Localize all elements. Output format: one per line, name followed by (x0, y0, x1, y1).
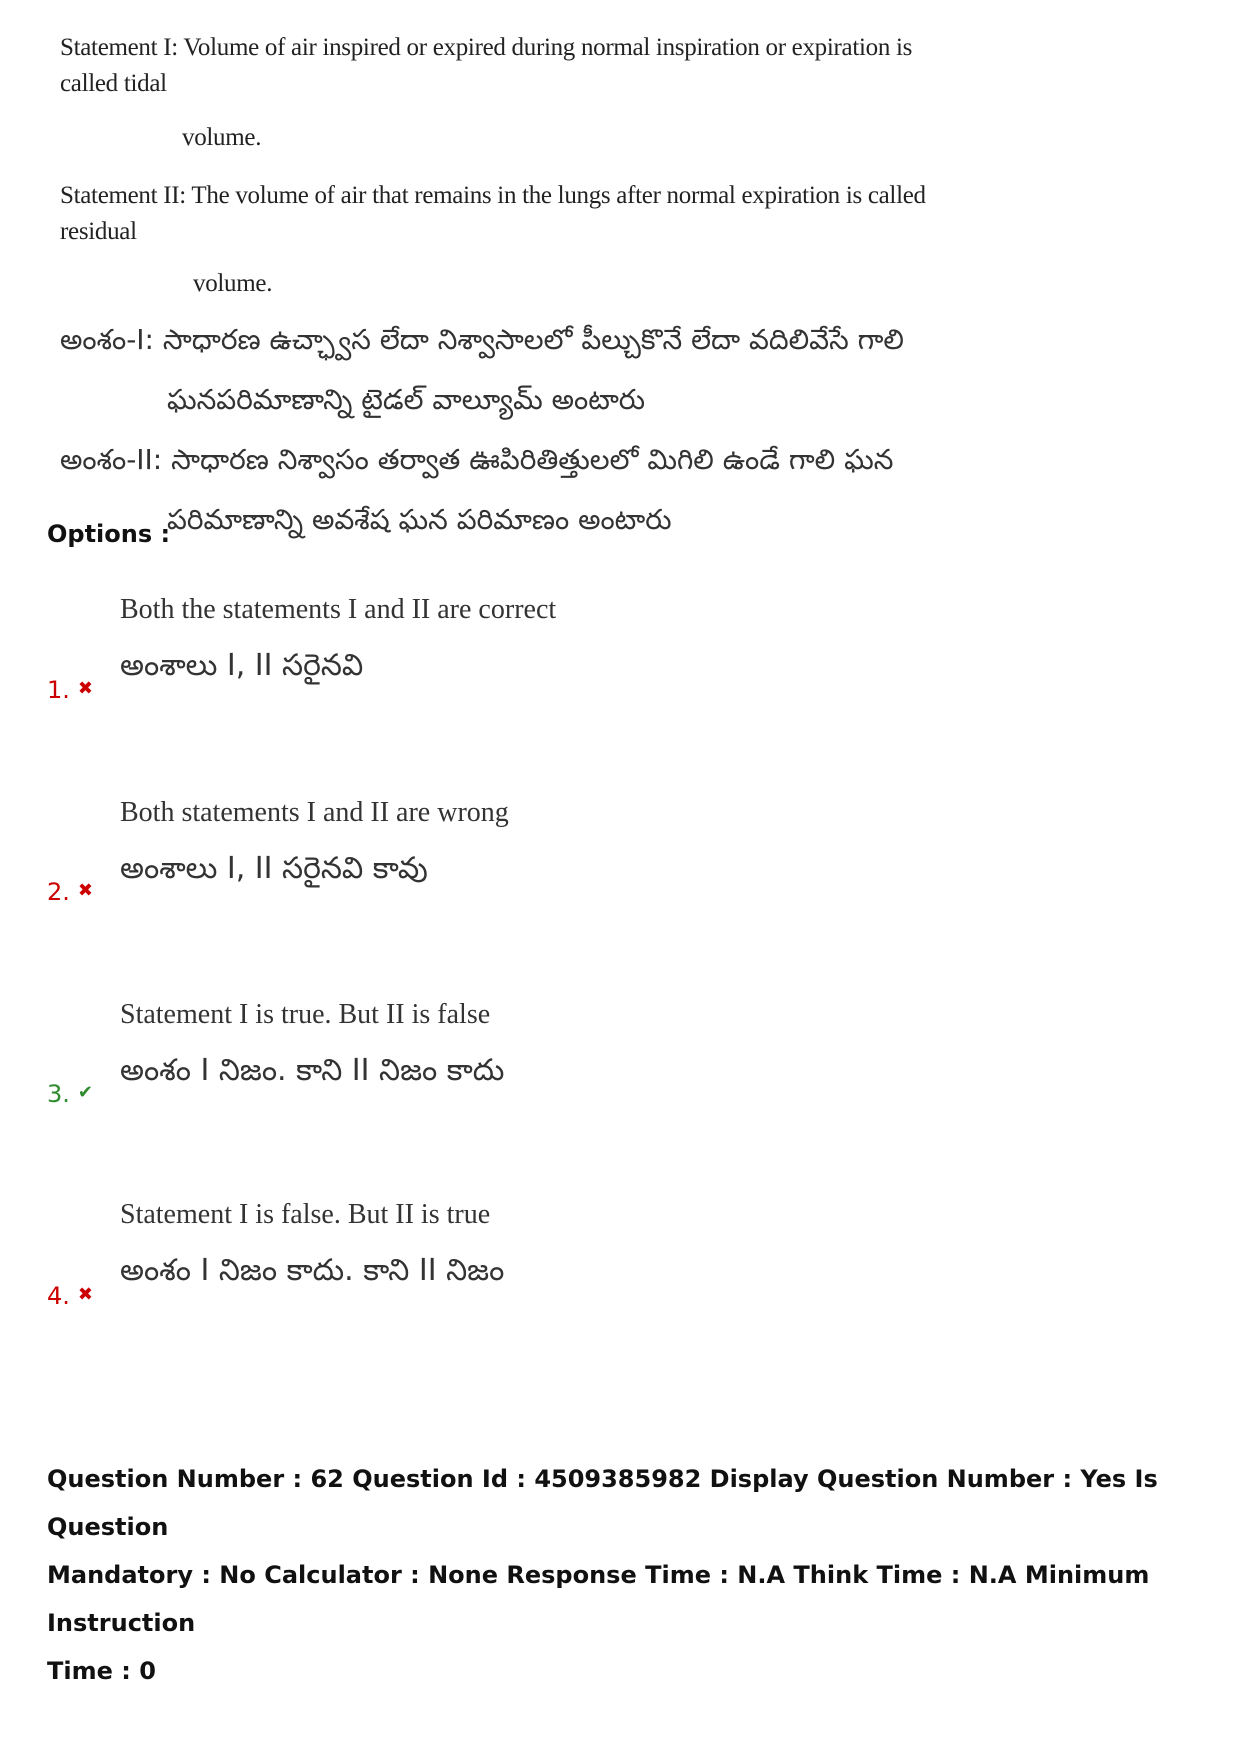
option-3-text-te: అంశం I నిజం. కాని II నిజం కాదు (120, 1053, 505, 1088)
option-4-text-en: Statement I is false. But II is true (120, 1199, 491, 1230)
option-4-number-text: 4. (47, 1282, 70, 1310)
cross-icon: ✖ (77, 678, 93, 699)
statement-2-en-head: Statement II: The volume of air that remains in the lungs after normal expiration is called residual (60, 182, 926, 245)
option-1-text-te: అంశాలు I, II సరైనవి (120, 648, 364, 683)
option-2[interactable] (120, 793, 820, 891)
option-2-text-te: అంశాలు I, II సరైనవి కావు (120, 851, 428, 886)
options-label: Options : (47, 520, 171, 548)
statement-2-en (60, 178, 940, 302)
check-icon: ✔ (77, 1082, 93, 1103)
option-2-text-en: Both statements I and II are wrong (120, 797, 509, 828)
statement-1-te (60, 320, 940, 420)
statement-2-te (60, 440, 940, 540)
cross-icon: ✖ (77, 880, 93, 901)
option-2-number (47, 878, 93, 906)
question-statements (60, 30, 940, 540)
option-2-number-text: 2. (47, 878, 70, 906)
statement-1-te-tail: ఘనపరిమాణాన్ని టైడల్ వాల్యూమ్ అంటారు (167, 383, 646, 416)
cross-icon: ✖ (77, 1284, 93, 1305)
statement-1-en-tail: volume. (182, 124, 262, 151)
option-1-text-en: Both the statements I and II are correct (120, 594, 557, 625)
option-3-number (47, 1080, 93, 1108)
metadata-line-2: Mandatory : No Calculator : None Response Time : N.A Think Time : N.A Minimum Instruction (47, 1561, 1150, 1637)
metadata-line-3: Time : 0 (47, 1657, 156, 1685)
metadata-line-1: Question Number : 62 Question Id : 4509385982 Display Question Number : Yes Is Question (47, 1465, 1158, 1541)
statement-1-en (60, 30, 940, 156)
option-4-text-te: అంశం I నిజం కాదు. కాని II నిజం (120, 1253, 505, 1288)
option-3-text-en: Statement I is true. But II is false (120, 999, 491, 1030)
option-3-number-text: 3. (47, 1080, 70, 1108)
statement-2-te-tail: పరిమాణాన్ని అవశేష ఘన పరిమాణం అంటారు (167, 503, 672, 536)
option-3[interactable] (120, 995, 820, 1093)
statement-1-en-head: Statement I: Volume of air inspired or expired during normal inspiration or expiration is called tidal (60, 34, 913, 97)
option-4-number (47, 1282, 93, 1310)
option-1-number-text: 1. (47, 676, 70, 704)
statement-2-en-tail: volume. (193, 270, 273, 297)
question-metadata (47, 1455, 1207, 1695)
statement-1-te-head: అంశం-I: సాధారణ ఉచ్ఛ్వాస లేదా నిశ్వాసాలలో పీల్చుకొనే లేదా వదిలివేసే గాలి (60, 323, 904, 356)
option-1-number (47, 676, 93, 704)
option-4[interactable] (120, 1195, 820, 1293)
statement-2-te-head: అంశం-II: సాధారణ నిశ్వాసం తర్వాత ఊపిరితిత్తులలో మిగిలి ఉండే గాలి ఘన (60, 443, 894, 476)
option-1[interactable] (120, 590, 820, 688)
